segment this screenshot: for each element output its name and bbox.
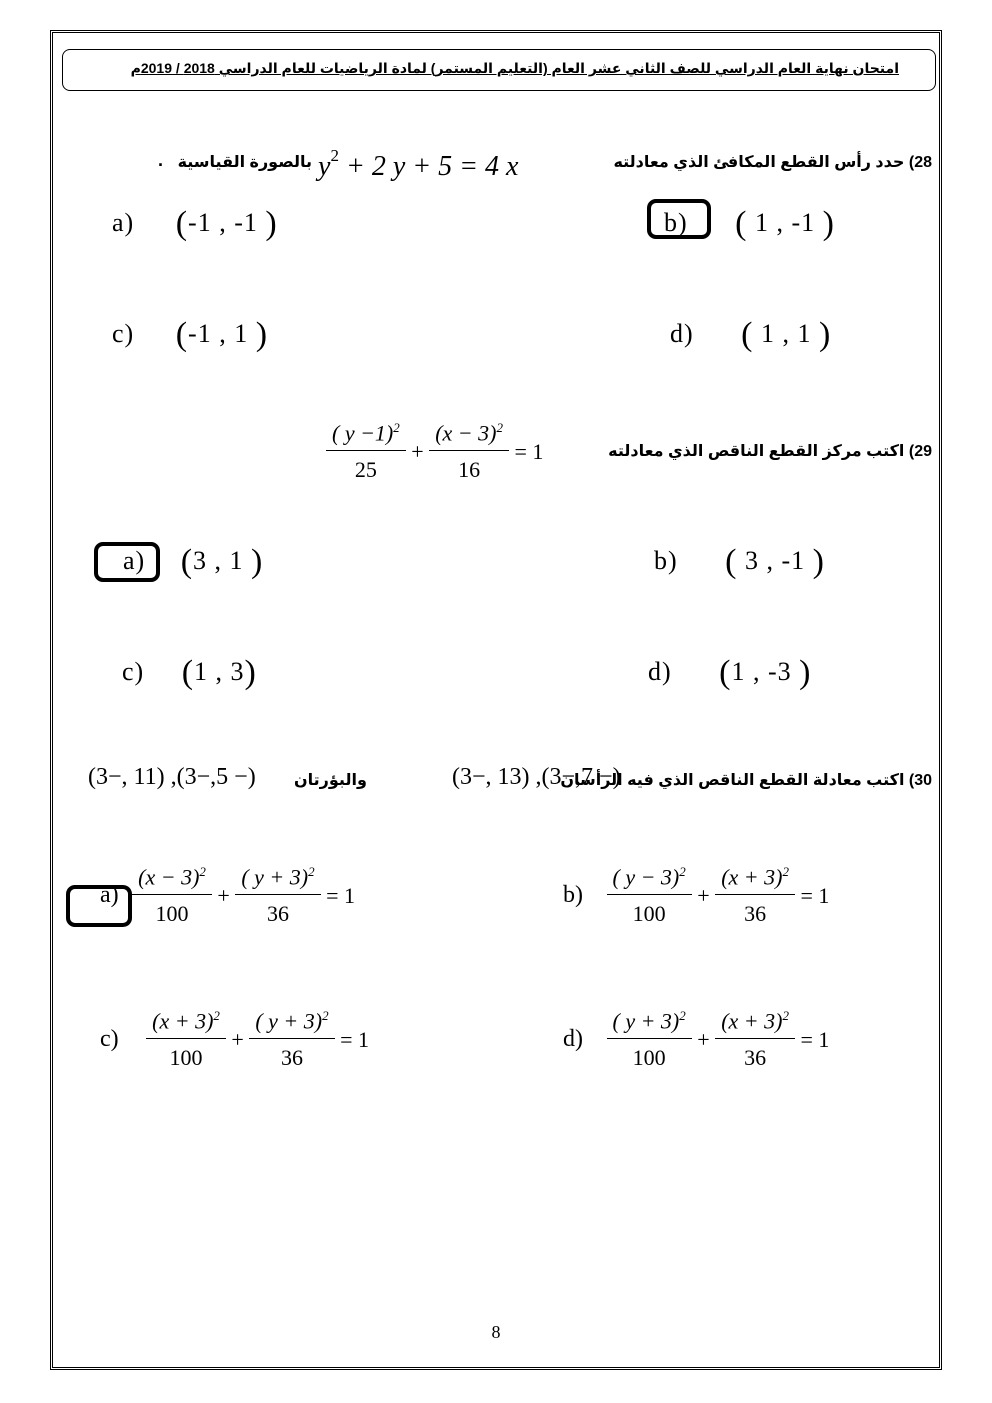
q30-option-a-label: a) <box>100 882 119 909</box>
question-28-equation: $y^2 + 2$ y + 5 = 4 x <box>318 146 519 182</box>
q28-option-b-value: 1 , -1 <box>755 208 816 237</box>
q28-option-b-label: b) <box>664 208 688 237</box>
question-28-number: 28) <box>908 154 932 171</box>
q28-option-a-value: -1 , -1 <box>188 208 258 237</box>
q29-option-d[interactable]: d) (1 , -3 ) <box>648 654 812 691</box>
q28-option-d-value: 1 , 1 <box>761 319 812 348</box>
question-29 <box>608 441 932 461</box>
q28-option-b[interactable]: b) ( 1 , -1 ) <box>664 205 835 242</box>
q30-option-c-label: c) <box>100 1026 119 1053</box>
q28-option-c[interactable]: c) (-1 , 1 ) <box>112 316 269 353</box>
q29-fraction-1: $\frac{( y -1)^2}{25}$ <box>326 420 406 483</box>
q29-option-d-label: d) <box>648 657 672 686</box>
q29-option-a[interactable]: a) (3 , 1 ) <box>123 543 264 580</box>
q29-option-b[interactable]: b) ( 3 , -1 ) <box>654 543 825 580</box>
q30-option-d-label: d) <box>563 1026 583 1053</box>
q28-option-d[interactable]: d) ( 1 , 1 ) <box>670 316 832 353</box>
q30-option-b[interactable]: b) $\frac{( y - 3)^2}{100}$ + $\frac{(x + 3)^2}{36}$ = 1 <box>563 864 830 927</box>
q29-fraction-2: $\frac{(x - 3)^2}{16}$ <box>429 420 509 483</box>
q29-option-b-label: b) <box>654 546 678 575</box>
q29-option-a-value: 3 , 1 <box>193 546 244 575</box>
question-28-suffix: بالصورة القياسية <box>177 154 312 171</box>
page-number: 8 <box>491 1322 501 1342</box>
q28-option-a[interactable]: a) (-1 , -1 ) <box>112 205 278 242</box>
question-30-foci-label: والبؤرتان <box>294 772 367 789</box>
question-29-number: 29) <box>908 443 932 460</box>
q29-option-a-label: a) <box>123 546 146 575</box>
question-30-vertices: (3−, 13) ,(3−,7 −) <box>452 764 621 790</box>
q28-option-a-label: a) <box>112 208 135 237</box>
question-28-dot: . <box>158 150 164 170</box>
question-29-equation: $\frac{( y -1)^2}{25}$ + $\frac{(x - 3)^2}{16}$ = 1 <box>326 420 543 483</box>
q29-option-c-value: 1 , 3 <box>194 657 245 686</box>
q30-option-a[interactable]: a) $\frac{(x - 3)^2}{100}$ + $\frac{( y + 3)^2}{36}$ = 1 <box>100 864 356 927</box>
exam-header <box>62 49 936 91</box>
question-30-number: 30) <box>908 772 932 789</box>
q29-option-b-value: 3 , -1 <box>745 546 806 575</box>
q28-option-d-label: d) <box>670 319 694 348</box>
q29-option-c[interactable]: c) (1 , 3) <box>122 654 257 691</box>
q29-option-d-value: 1 , -3 <box>731 657 792 686</box>
q30-option-c[interactable]: c) $\frac{(x + 3)^2}{100}$ + $\frac{( y + 3)^2}{36}$ = 1 <box>100 1008 370 1071</box>
exam-title: امتحان نهاية العام الدراسي للصف الثاني عشر العام (التعليم المستمر) لمادة الرياضيات للعام الدراسي 2018 / 2019م <box>130 60 899 76</box>
q28-option-c-value: -1 , 1 <box>188 319 249 348</box>
q29-option-c-label: c) <box>122 657 145 686</box>
question-29-prompt: اكتب مركز القطع الناقص الذي معادلته <box>608 443 905 460</box>
question-28-prompt: حدد رأس القطع المكافئ الذي معادلته <box>613 154 905 171</box>
question-30-foci: (3−, 11) ,(3−,5 −) <box>88 764 256 790</box>
question-30-prompt: اكتب معادلة القطع الناقص الذي فيه الرأسان <box>560 772 905 789</box>
q30-option-b-label: b) <box>563 882 583 909</box>
q28-option-c-label: c) <box>112 319 135 348</box>
q30-option-d[interactable]: d) $\frac{( y + 3)^2}{100}$ + $\frac{(x + 3)^2}{36}$ = 1 <box>563 1008 830 1071</box>
question-28 <box>613 152 932 172</box>
